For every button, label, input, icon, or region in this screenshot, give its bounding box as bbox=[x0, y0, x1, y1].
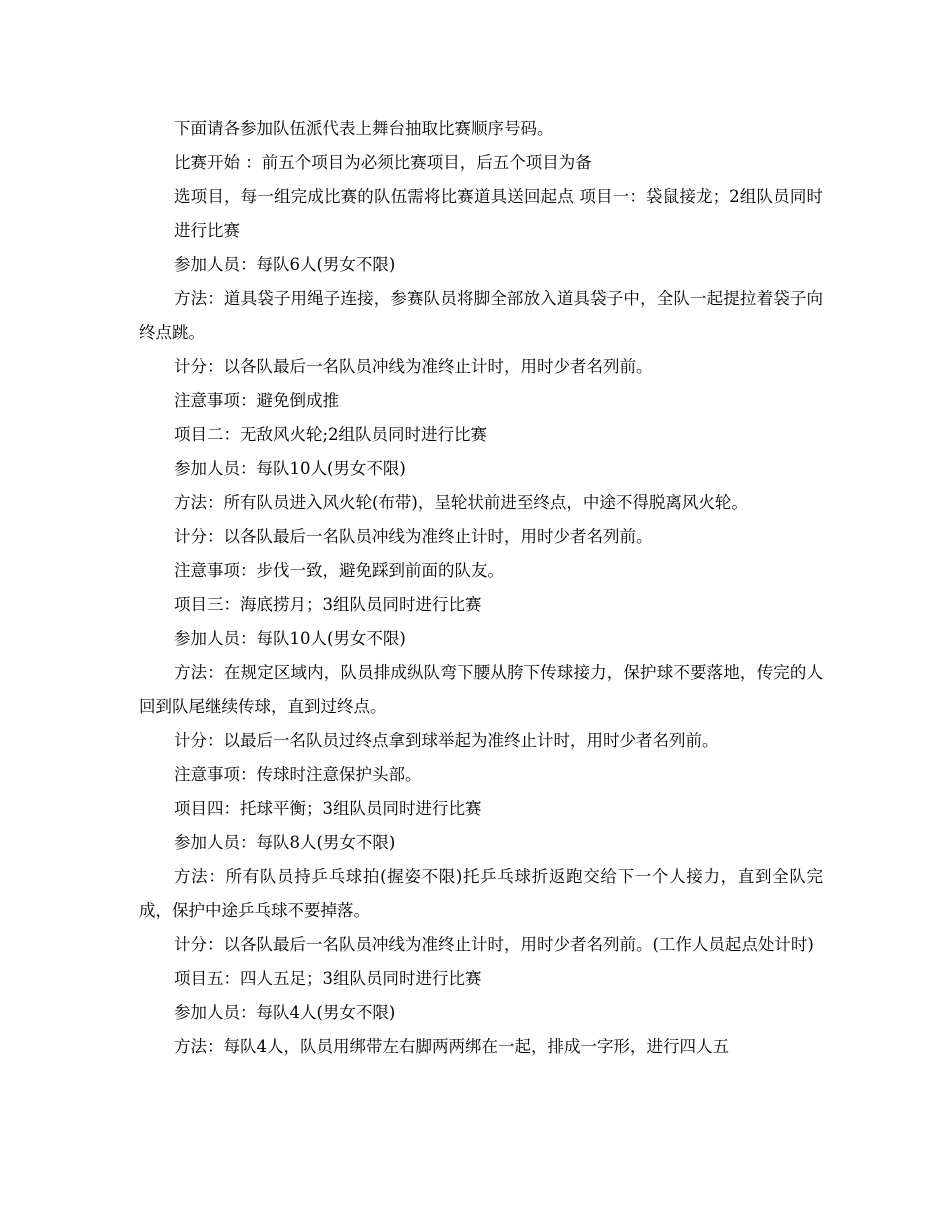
paragraph: 项目五：四人五足；3组队员同时进行比赛 bbox=[174, 969, 482, 988]
paragraph: 下面请各参加队伍派代表上舞台抽取比赛顺序号码。 bbox=[174, 119, 554, 138]
paragraph: 项目四：托球平衡；3组队员同时进行比赛 bbox=[174, 799, 482, 818]
paragraph: 计分：以最后一名队员过终点拿到球举起为准终止计时，用时少者名列前。 bbox=[174, 731, 719, 750]
paragraph: 方法：在规定区域内，队员排成纵队弯下腰从胯下传球接力，保护球不要落地，传完的人回到队尾继续传球，直到过终点。 bbox=[139, 663, 823, 716]
paragraph: 参加人员：每队10人(男女不限) bbox=[174, 629, 406, 648]
paragraph: 参加人员：每队8人(男女不限) bbox=[174, 833, 396, 852]
paragraph: 方法：道具袋子用绳子连接，参赛队员将脚全部放入道具袋子中，全队一起提拉着袋子向终点跳。 bbox=[139, 289, 823, 342]
paragraph: 项目三：海底捞月；3组队员同时进行比赛 bbox=[174, 595, 482, 614]
paragraph: 项目二：无敌风火轮;2组队员同时进行比赛 bbox=[174, 425, 488, 444]
paragraph: 注意事项：避免倒成推 bbox=[174, 391, 339, 410]
paragraph: 比赛开始 ：前五个项目为必须比赛项目，后五个项目为备 bbox=[174, 153, 592, 172]
paragraph: 方法：所有队员进入风火轮(布带)，呈轮状前进至终点，中途不得脱离风火轮。 bbox=[174, 493, 748, 512]
paragraph: 注意事项：传球时注意保护头部。 bbox=[174, 765, 422, 784]
paragraph: 注意事项：步伐一致，避免踩到前面的队友。 bbox=[174, 561, 504, 580]
document-body bbox=[139, 112, 823, 1064]
paragraph: 参加人员：每队10人(男女不限) bbox=[174, 459, 406, 478]
paragraph: 计分：以各队最后一名队员冲线为准终止计时，用时少者名列前。(工作人员起点处计时) bbox=[174, 935, 814, 954]
paragraph: 计分：以各队最后一名队员冲线为准终止计时，用时少者名列前。 bbox=[174, 357, 653, 376]
paragraph: 方法：所有队员持乒乓球拍(握姿不限)托乒乓球折返跑交给下一个人接力，直到全队完成，保护中途乒乓球不要掉落。 bbox=[139, 867, 823, 920]
paragraph: 计分：以各队最后一名队员冲线为准终止计时，用时少者名列前。 bbox=[174, 527, 653, 546]
paragraph: 选项目，每一组完成比赛的队伍需将比赛道具送回起点 项目一：袋鼠接龙；2组队员同时进行比赛 bbox=[174, 187, 823, 240]
paragraph: 参加人员：每队6人(男女不限) bbox=[174, 255, 396, 274]
paragraph: 参加人员：每队4人(男女不限) bbox=[174, 1003, 396, 1022]
paragraph: 方法：每队4人，队员用绑带左右脚两两绑在一起，排成一字形，进行四人五 bbox=[174, 1037, 729, 1056]
